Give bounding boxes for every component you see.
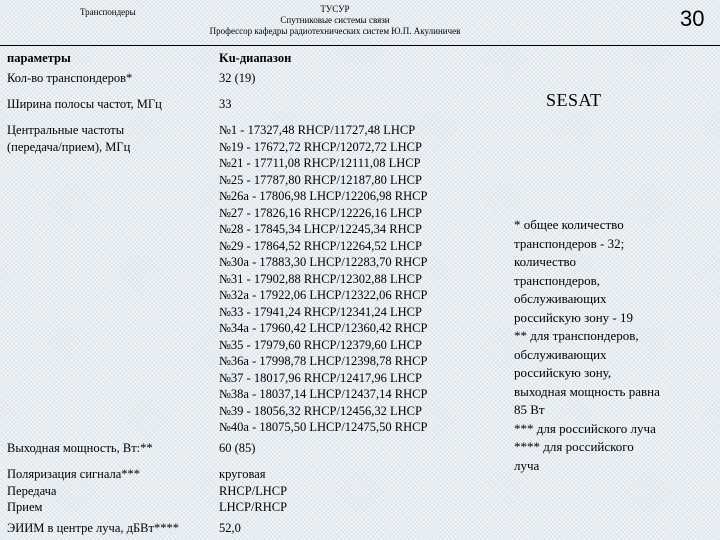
footnote-line: *** для российского луча (514, 420, 656, 436)
table-row-polarization (7, 466, 477, 520)
frequency-item: №30а - 17883,30 LHCP/12283,70 RHCP (219, 255, 428, 269)
footnote-line: количество (514, 254, 577, 269)
frequency-item: №21 - 17711,08 RHCP/12111,08 LHCP (219, 156, 421, 170)
table-row-power (7, 440, 477, 466)
row-value-line: LHCP/RHCP (219, 500, 288, 514)
footnote-line: транспондеров - 32; (514, 235, 625, 251)
row-value: 32 (19) (219, 71, 256, 85)
frequency-item: №19 - 17672,72 RHCP/12072,72 LHCP (219, 139, 422, 154)
frequency-item: №27 - 17826,16 RHCP/12226,16 LHCP (219, 205, 422, 220)
row-label-line: (передача/прием), МГц (7, 139, 131, 154)
footnote-line: обслуживающих (514, 346, 607, 362)
frequency-item: №35 - 17979,60 RHCP/12379,60 LHCP (219, 337, 422, 352)
frequency-item: №37 - 18017,96 RHCP/12417,96 LHCP (219, 370, 422, 385)
frequency-item: №33 - 17941,24 RHCP/12341,24 LHCP (219, 304, 422, 319)
satellite-name: SESAT (546, 90, 602, 110)
row-label (7, 122, 219, 440)
frequency-item: №28 - 17845,34 LHCP/12245,34 RHCP (219, 222, 422, 236)
row-value: 33 (219, 97, 232, 111)
row-value (219, 466, 477, 520)
table-row-bandwidth (7, 96, 477, 122)
frequency-item: №34а - 17960,42 LHCP/12360,42 RHCP (219, 321, 428, 335)
row-label: ЭИИМ в центре луча, дБВт**** (7, 521, 179, 535)
footnotes (514, 216, 719, 475)
frequency-item: №1 - 17327,48 RHCP/11727,48 LHCP (219, 123, 416, 137)
table-header-row (7, 42, 477, 66)
section-title: Транспондеры (80, 7, 136, 17)
footnote-line: луча (514, 457, 540, 473)
row-label-line: Центральные частоты (7, 123, 125, 137)
row-value-line: RHCP/LHCP (219, 483, 288, 498)
row-label: Кол-во транспондеров* (7, 71, 133, 85)
footnote-line: * общее количество (514, 217, 624, 232)
page-number: 30 (680, 6, 705, 31)
frequency-item: №40а - 18075,50 LHCP/12475,50 RHCP (219, 420, 428, 434)
frequency-list (219, 122, 477, 440)
col-header-parameters: параметры (7, 50, 71, 65)
row-label: Ширина полосы частот, МГц (7, 97, 162, 111)
frequency-item: №31 - 17902,88 RHCP/12302,88 LHCP (219, 271, 422, 286)
footnote-line: **** для российского (514, 439, 634, 454)
table-row-count (7, 70, 477, 96)
footnote-line: российскую зону - 19 (514, 309, 633, 325)
footnote-line: транспондеров, (514, 272, 601, 288)
table-row-frequencies (7, 122, 477, 440)
frequency-item: №38а - 18037,14 LHCP/12437,14 RHCP (219, 387, 428, 401)
course-name: Спутниковые системы связи (280, 15, 390, 25)
frequency-item: №29 - 17864,52 RHCP/12264,52 LHCP (219, 238, 422, 253)
row-label-line: Передача (7, 483, 57, 498)
row-label (7, 466, 219, 520)
footnote-line: выходная мощность равна (514, 383, 660, 399)
frequency-item: №26а - 17806,98 LHCP/12206,98 RHCP (219, 189, 428, 203)
row-value-line: круговая (219, 467, 266, 481)
row-value: 52,0 (219, 521, 241, 535)
row-label-line: Поляризация сигнала*** (7, 467, 141, 481)
author-name: Профессор кафедры радиотехнических систем Ю.П. Акулиничев (209, 26, 461, 36)
slide-header (200, 4, 470, 37)
footnote-line: обслуживающих (514, 291, 607, 306)
col-header-ku-band: Ku-диапазон (219, 50, 292, 65)
footnote-line: российскую зону, (514, 365, 612, 380)
frequency-item: №39 - 18056,32 RHCP/12456,32 LHCP (219, 403, 422, 418)
table-row-eirp (7, 520, 477, 537)
transponder-table (7, 42, 477, 537)
footnote-line: ** для транспондеров, (514, 328, 639, 343)
row-label: Выходная мощность, Вт:** (7, 441, 153, 455)
row-value: 60 (85) (219, 441, 256, 455)
frequency-item: №25 - 17787,80 RHCP/12187,80 LHCP (219, 172, 422, 187)
footnote-line: 85 Вт (514, 402, 545, 417)
org-name: ТУСУР (320, 4, 350, 14)
frequency-item: №36а - 17998,78 LHCP/12398,78 RHCP (219, 354, 428, 368)
row-label-line: Прием (7, 500, 43, 514)
frequency-item: №32а - 17922,06 LHCP/12322,06 RHCP (219, 288, 428, 302)
